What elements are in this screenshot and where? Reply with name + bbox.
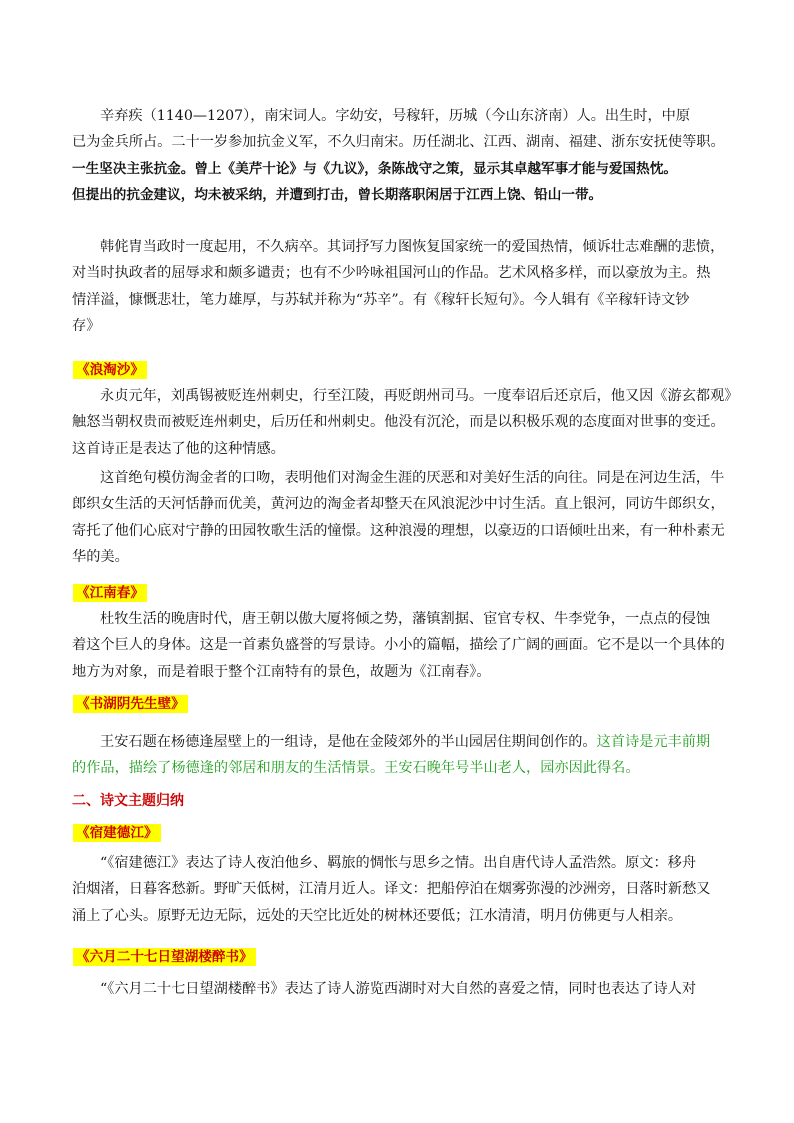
langtaosha-paragraph-2 — [72, 465, 738, 570]
intro2-line-1: 韩侂胄当政时一度起用，不久病卒。其词抒写力图恢复国家统一的爱国热情，倾诉壮志难酬的悲愤， — [100, 239, 725, 255]
langtaosha-line-2: 触怒当朝权贵而被贬连州刺史，后历任和州刺史。他没有沉沦，而是以积极乐观的态度面对世事的变迁。 — [72, 414, 725, 431]
intro2-line-3: 情洋溢，慷慨悲壮，笔力雄厚，与苏轼并称为“苏辛”。有《稼轩长短句》。今人辑有《辛稼轩诗文钞 — [72, 291, 690, 308]
section-tag-sujiandejiang: 《宿建德江》 — [73, 824, 161, 842]
jiangnanchun-line-2: 着这个巨人的身体。这是一首素负盛誉的写景诗。小小的篇幅，描绘了广阔的画面。它不是以一个具体的 — [72, 637, 725, 654]
section-tag-langtaosha: 《浪淘沙》 — [73, 361, 147, 379]
langtaosha-paragraph-1 — [72, 383, 738, 462]
langtaosha-p2-line-4: 华的美。 — [72, 548, 129, 565]
shuhuyin-line-1-green: 这首诗是元丰前期 — [596, 734, 711, 750]
intro-paragraph-2 — [72, 234, 738, 339]
wanghulou-paragraph — [72, 976, 738, 1002]
section-heading-2: 二、诗文主题归纳 — [72, 793, 184, 809]
jiangnanchun-line-3: 地方为对象，而是着眼于整个江南特有的景色，故题为《江南春》。 — [72, 663, 491, 680]
section-tag-shuhuyin: 《书湖阴先生壁》 — [73, 695, 188, 713]
langtaosha-p2-line-1: 这首绝句模仿淘金者的口吻，表明他们对淘金生涯的厌恶和对美好生活的向往。同是在河边生活，牛 — [100, 470, 725, 486]
langtaosha-p2-line-2: 郎织女生活的天河恬静而优美，黄河边的淘金者却整天在风浪泥沙中讨生活。直上银河，同访牛郎织女， — [72, 496, 725, 513]
intro-line-1: 辛弃疾（1140—1207），南宋词人。字幼安，号稼轩，历城（今山东济南）人。出生时，中原 — [100, 108, 691, 124]
sujiandejiang-line-2: 泊烟渚，日暮客愁新。野旷天低树，江清月近人。译文：把船停泊在烟雾弥漫的沙洲旁，日落时新愁又 — [72, 881, 711, 898]
shuhuyin-line-1-black: 王安石题在杨德逢屋壁上的一组诗，是他在金陵郊外的半山园居住期间创作的。 — [100, 734, 597, 750]
jiangnanchun-line-1: 杜牧生活的晚唐时代，唐王朝以傲大厦将倾之势，藩镇割据、宦官专权、牛李党争，一点点的侵蚀 — [100, 611, 711, 627]
langtaosha-line-1: 永贞元年，刘禹锡被贬连州刺史，行至江陵，再贬朗州司马。一度奉诏后还京后，他又因《游玄都观》 — [100, 388, 739, 404]
intro-paragraph — [72, 103, 738, 208]
sujiandejiang-line-3: 涌上了心头。原野无边无际，远处的天空比近处的树林还要低；江水清清，明月仿佛更与人相亲。 — [72, 907, 683, 924]
section-tag-jiangnanchun: 《江南春》 — [73, 584, 147, 602]
wanghulou-line-1: “《六月二十七日望湖楼醉书》表达了诗人游览西湖时对大自然的喜爱之情，同时也表达了诗人对 — [100, 981, 697, 997]
shuhuyin-line-1 — [72, 729, 738, 755]
jiangnanchun-paragraph — [72, 606, 738, 685]
sujiandejiang-paragraph — [72, 850, 738, 929]
intro-bold-line-2: 但提出的抗金建议，均未被采纳，并遭到打击，曾长期落职闲居于江西上饶、铅山一带。 — [72, 186, 603, 203]
shuhuyin-line-2: 的作品，描绘了杨德逢的邻居和朋友的生活情景。王安石晚年号半山老人，园亦因此得名。 — [72, 760, 640, 777]
sujiandejiang-line-1: “《宿建德江》表达了诗人夜泊他乡、羁旅的惆怅与思乡之情。出自唐代诗人孟浩然。原文：移舟 — [100, 855, 697, 871]
intro-bold-line-1: 一生坚决主张抗金。曾上《美芹十论》与《九议》，条陈战守之策，显示其卓越军事才能与爱国热忱。 — [72, 160, 677, 177]
intro2-line-2: 对当时执政者的屈辱求和颇多谴责；也有不少吟咏祖国河山的作品。艺术风格多样，而以豪放为主。热 — [72, 265, 711, 282]
langtaosha-line-3: 这首诗正是表达了他的这种情感。 — [72, 440, 285, 457]
langtaosha-p2-line-3: 寄托了他们心底对宁静的田园牧歌生活的憧憬。这种浪漫的理想，以豪迈的口语倾吐出来，有一种朴素无 — [72, 522, 725, 539]
section-tag-wanghulou: 《六月二十七日望湖楼醉书》 — [73, 948, 256, 966]
intro-line-2: 已为金兵所占。二十一岁参加抗金义军，不久归南宋。历任湖北、江西、湖南、福建、浙东安抚使等职。 — [72, 134, 725, 151]
intro2-line-4: 存》 — [72, 317, 101, 334]
shuhuyin-paragraph — [72, 729, 738, 782]
